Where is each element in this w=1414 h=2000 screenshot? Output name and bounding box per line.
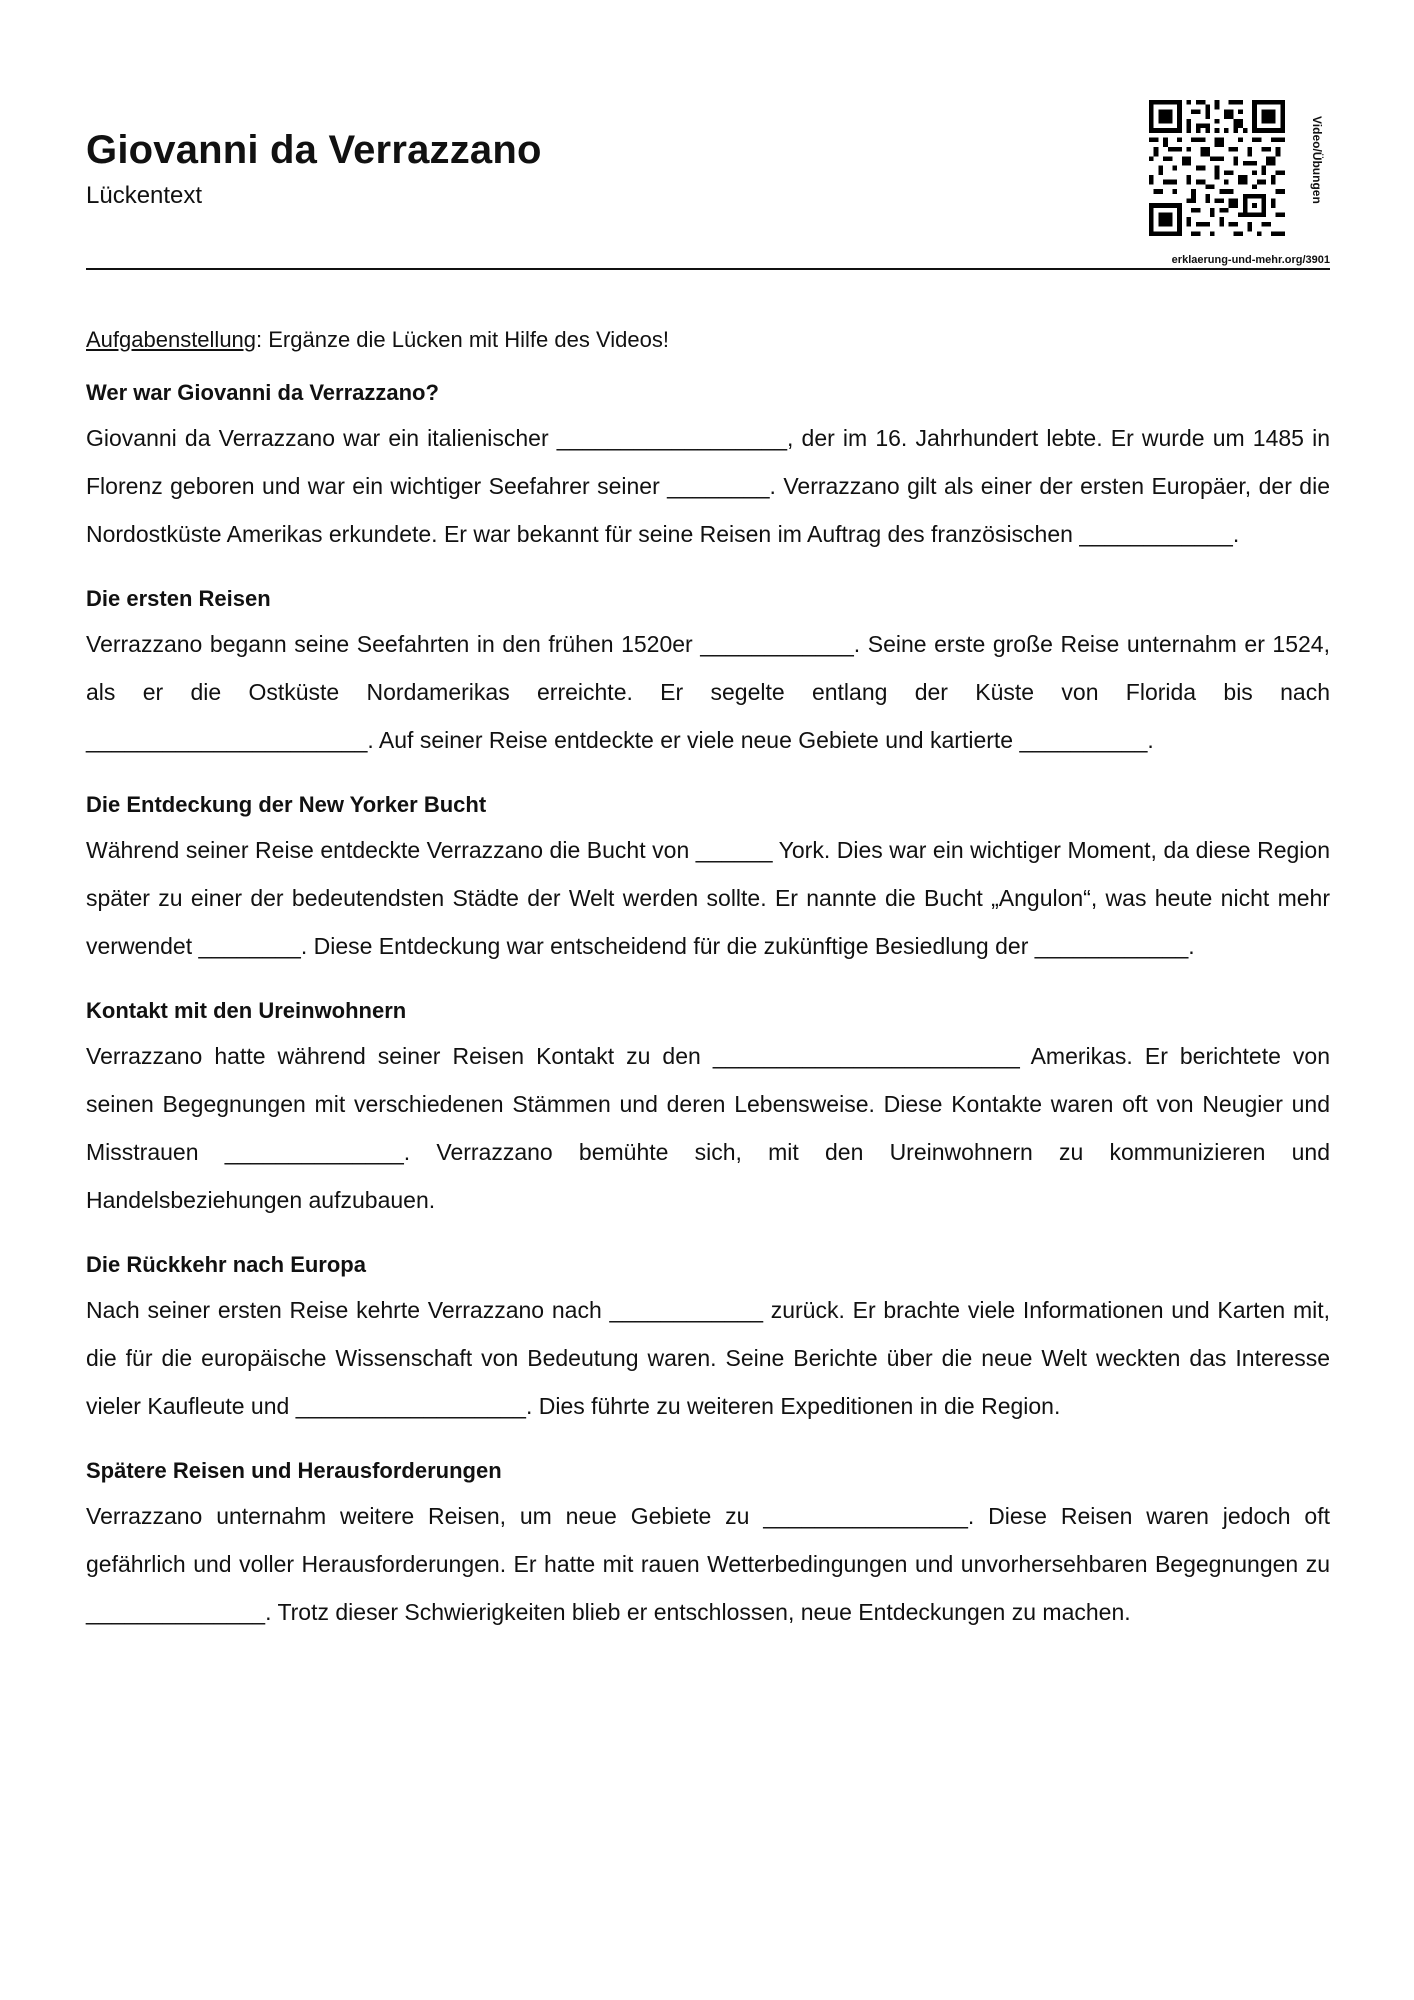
section-heading: Spätere Reisen und Herausforderungen	[86, 1458, 502, 1483]
task-label: Aufgabenstellung	[86, 327, 257, 352]
qr-side-label: Video/Übungen	[1310, 116, 1324, 204]
section-text: Giovanni da Verrazzano war ein italienischer __________________, der im 16. Jahrhundert lebte. Er wurde um 1485 in Florenz geboren und war ein wichtiger Seefahrer seiner ________. Verrazzano gilt als einer der ersten Europäer, der die Nordostküste Amerikas erkundete. Er war bekannt für seine Reisen im Auftrag des französischen ____________.	[86, 425, 1330, 547]
qr-code-graphic	[1149, 100, 1285, 236]
header-divider	[86, 268, 1330, 270]
section-heading: Die Entdeckung der New Yorker Bucht	[86, 792, 487, 817]
section-heading: Die ersten Reisen	[86, 586, 271, 611]
section-text: Nach seiner ersten Reise kehrte Verrazzano nach ____________ zurück. Er brachte viele Informationen und Karten mit, die für die europäische Wissenschaft von Bedeutung waren. Seine Berichte über die neue Welt weckten das Interesse vieler Kaufleute und __________________. Dies führte zu weiteren Expeditionen in die Region.	[86, 1297, 1330, 1419]
task-instruction	[86, 320, 1330, 360]
section-ureinwohner	[86, 990, 1330, 1224]
section-text: Verrazzano unternahm weitere Reisen, um neue Gebiete zu ________________. Diese Reisen waren jedoch oft gefährlich und voller Herausforderungen. Er hatte mit rauen Wetterbedingungen und unvorhersehbaren Begegnungen zu ______________. Trotz dieser Schwierigkeiten blieb er entschlossen, neue Entdeckungen zu machen.	[86, 1503, 1330, 1625]
section-heading: Wer war Giovanni da Verrazzano?	[86, 380, 439, 405]
page-title: Giovanni da Verrazzano	[86, 128, 542, 172]
page-header	[86, 96, 1330, 271]
qr-code-icon[interactable]	[1149, 100, 1285, 236]
section-heading: Die Rückkehr nach Europa	[86, 1252, 366, 1277]
worksheet-content	[86, 320, 1330, 1656]
section-text: Verrazzano hatte während seiner Reisen Kontakt zu den ________________________ Amerikas. Er berichtete von seinen Begegnungen mit verschiedenen Stämmen und deren Lebensweise. Diese Kontakte waren oft von Neugier und Misstrauen ______________. Verrazzano bemühte sich, mit den Ureinwohnern zu kommunizieren und Handelsbeziehungen aufzubauen.	[86, 1043, 1330, 1213]
page-subtitle: Lückentext	[86, 182, 203, 209]
section-spaetere-reisen	[86, 1450, 1330, 1636]
section-new-yorker-bucht	[86, 784, 1330, 970]
qr-url-link[interactable]: erklaerung-und-mehr.org/3901	[1171, 254, 1330, 266]
section-heading: Kontakt mit den Ureinwohnern	[86, 998, 407, 1023]
section-wer-war	[86, 372, 1330, 558]
task-text: : Ergänze die Lücken mit Hilfe des Videos!	[256, 327, 669, 352]
section-rueckkehr	[86, 1244, 1330, 1430]
section-text: Während seiner Reise entdeckte Verrazzano die Bucht von ______ York. Dies war ein wichtiger Moment, da diese Region später zu einer der bedeutendsten Städte der Welt werden sollte. Er nannte die Bucht „Angulon“, was heute nicht mehr verwendet ________. Diese Entdeckung war entscheidend für die zukünftige Besiedlung der ____________.	[86, 837, 1330, 959]
section-erste-reisen	[86, 578, 1330, 764]
section-text: Verrazzano begann seine Seefahrten in den frühen 1520er ____________. Seine erste große Reise unternahm er 1524, als er die Ostküste Nordamerikas erreichte. Er segelte entlang der Küste von Florida bis nach ______________________. Auf seiner Reise entdeckte er viele neue Gebiete und kartierte __________.	[86, 631, 1330, 753]
